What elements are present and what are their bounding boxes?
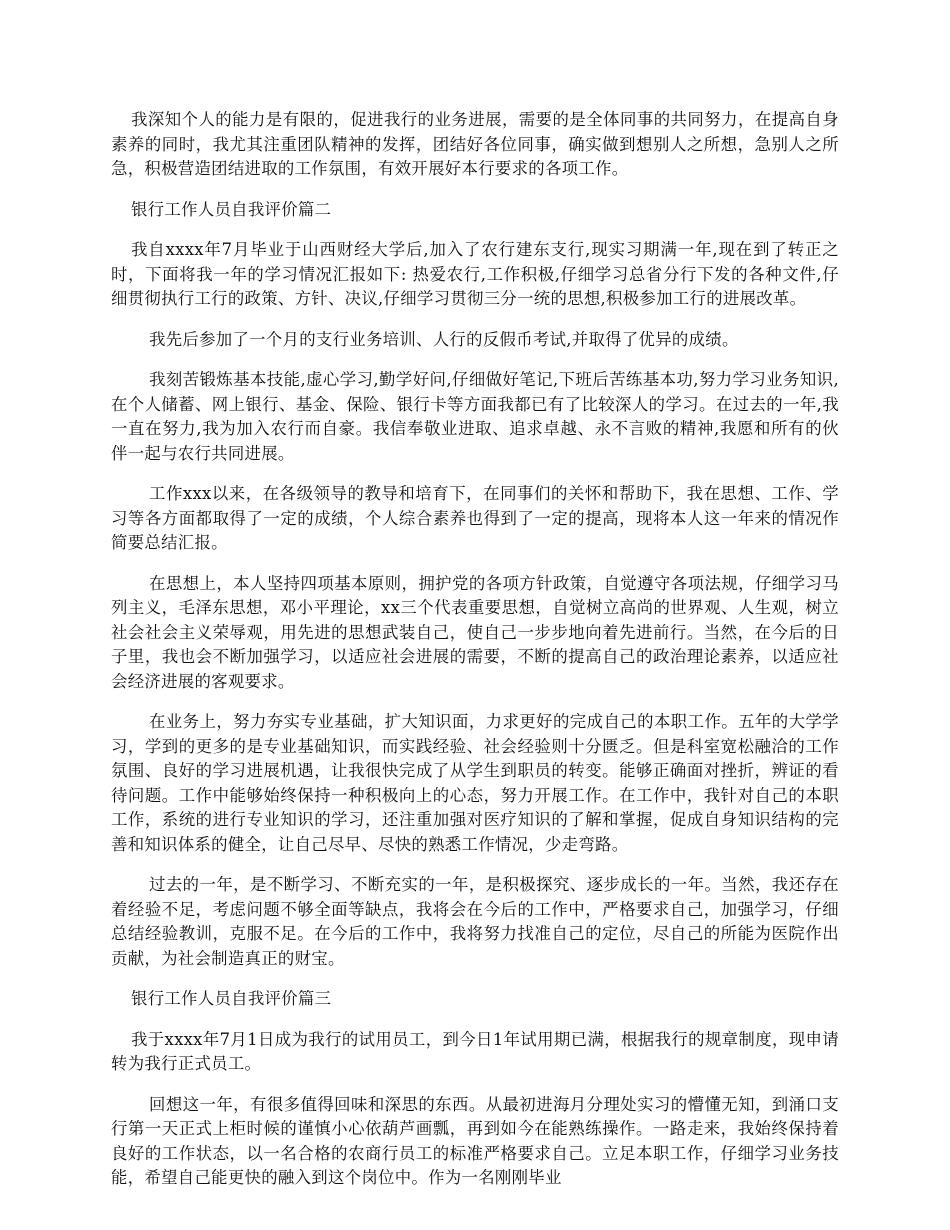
section-heading-part-three: 银行工作人员自我评价篇三 — [131, 989, 332, 1008]
paragraph-intro: 我深知个人的能力是有限的，促进我行的业务进展，需要的是全体同事的共同努力，在提高自身素养的同时，我尤其注重团队精神的发挥，团结好各位同事，确实做到想别人之所想，急别人之所急，积极营造团结进取的工作氛围，有效开展好本行要求的各项工作。 — [111, 110, 839, 178]
paragraph-training: 我先后参加了一个月的支行业务培训、人行的反假币考试,并取得了优异的成绩。 — [149, 329, 739, 349]
paragraph-skills: 我刻苦锻炼基本技能,虚心学习,勤学好问,仔细做好笔记,下班后苦练基本功,努力学习业务知识,在个人储蓄、网上银行、基金、保险、银行卡等方面我都已有了比较深人的学习。在过去的一年,我一直在努力,我为加入农行而自豪。我信奉敬业进取、追求卓越、永不言败的精神,我愿和所有的伙伴一起与农行共同进展。 — [111, 370, 839, 463]
paragraph-ideology: 在思想上，本人坚持四项基本原则，拥护党的各项方针政策，自觉遵守各项法规，仔细学习马列主义，毛泽东思想，邓小平理论，xx三个代表重要思想，自觉树立高尚的世界观、人生观，树立社会社会主义荣辱观，用先进的思想武装自己，使自己一步步地向着先进前行。当然，在今后的日子里，我也会不断加强学习，以适应社会进展的需要，不断的提高自己的政治理论素养，以适应社会经济进展的客观要求。 — [111, 573, 839, 691]
paragraph-summary-intro: 工作xxx以来，在各级领导的教导和培育下，在同事们的关怀和帮助下，我在思想、工作、学习等各方面都取得了一定的成绩，个人综合素养也得到了一定的提高，现将本人这一年来的情况作简要总结汇报。 — [111, 484, 839, 552]
paragraph-business: 在业务上，努力夯实专业基础，扩大知识面，力求更好的完成自己的本职工作。五年的大学学习，学到的更多的是专业基础知识，而实践经验、社会经验则十分匮乏。但是科室宽松融洽的工作氛围、良好的学习进展机遇，让我很快完成了从学生到职员的转变。能够正确面对挫折，辨证的看待问题。工作中能够始终保持一种积极向上的心态，努力开展工作。在工作中，我针对自己的本职工作，系统的进行专业知识的学习，还注重加强对医疗知识的了解和掌握，促成自身知识结构的完善和知识体系的健全，让自己尽早、尽快的熟悉工作情况，少走弯路。 — [111, 712, 839, 854]
paragraph-part-two-opening: 我自xxxx年7月毕业于山西财经大学后,加入了农行建东支行,现实习期满一年,现在到了转正之时，下面将我一年的学习情况汇报如下: 热爱农行,工作积极,仔细学习总省分行下发的各种文件,仔细贯彻执行工行的政策、方针、决议,仔细学习贯彻三分一统的思想,积极参加工行的进展改革。 — [111, 240, 839, 308]
document-page — [111, 108, 839, 1207]
paragraph-part-three-opening: 我于xxxx年7月1日成为我行的试用员工，到今日1年试用期已满，根据我行的规章制度，现申请转为我行正式员工。 — [111, 1029, 839, 1073]
paragraph-past-year: 过去的一年，是不断学习、不断充实的一年，是积极探究、逐步成长的一年。当然，我还存在着经验不足，考虑问题不够全面等缺点，我将会在今后的工作中，严格要求自己，加强学习，仔细总结经验教训，克服不足。在今后的工作中，我将努力找准自己的定位，尽自己的所能为医院作出贡献，为社会制造真正的财宝。 — [111, 875, 839, 968]
section-heading-part-two: 银行工作人员自我评价篇二 — [131, 199, 332, 219]
paragraph-reflection: 回想这一年，有很多值得回味和深思的东西。从最初进海月分理处实习的懵懂无知，到涌口支行第一天正式上柜时候的谨慎小心依葫芦画瓢，再到如今在能熟练操作。一路走来，我始终保持着良好的工作状态，以一名合格的农商行员工的标准严格要求自己。立足本职工作，仔细学习业务技能，希望自己能更快的融入到这个岗位中。作为一名刚刚毕业 — [111, 1094, 839, 1187]
